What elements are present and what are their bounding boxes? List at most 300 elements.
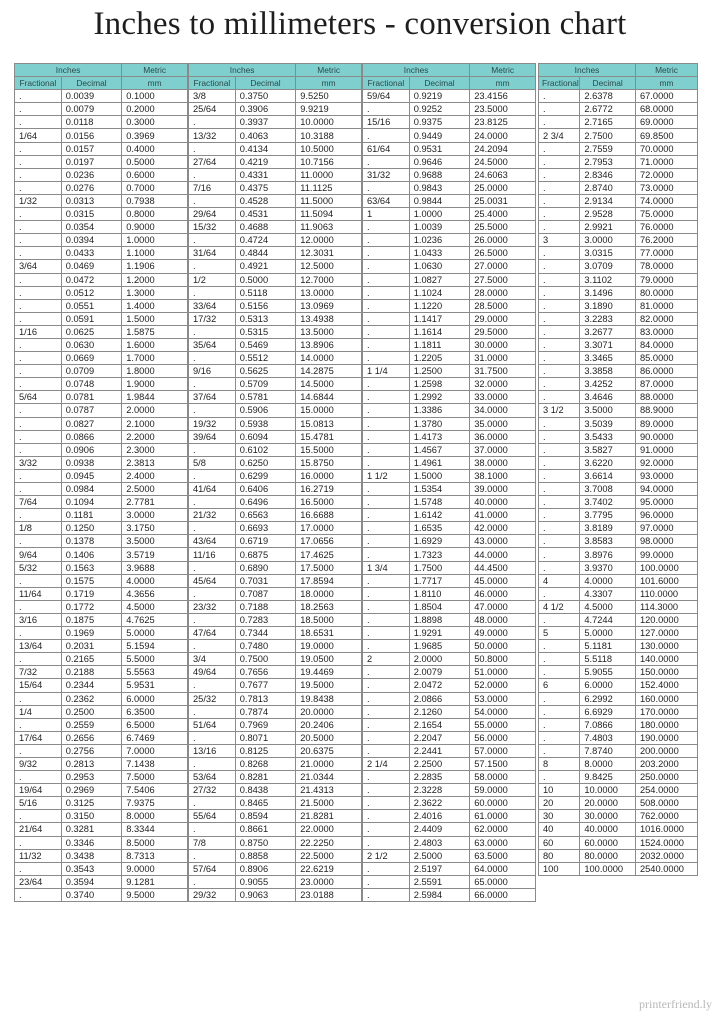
mm-cell: 4.0000 [122,574,188,587]
mm-cell: 7.5406 [122,784,188,797]
decimal-cell: 0.1250 [61,522,122,535]
mm-cell: 54.0000 [470,705,536,718]
fractional-cell: . [189,142,236,155]
table-row [189,744,362,757]
table-row [363,168,536,181]
decimal-cell: 0.8661 [235,823,296,836]
decimal-cell: 1.9291 [409,627,470,640]
fractional-cell: . [189,757,236,770]
header-fractional: Fractional [539,77,580,90]
decimal-cell: 2.7559 [580,142,636,155]
table-row [15,509,188,522]
decimal-cell: 7.0866 [580,718,636,731]
table-row [363,273,536,286]
mm-cell: 99.0000 [635,548,697,561]
table-row [539,260,698,273]
table-row [539,797,698,810]
mm-cell: 1.1906 [122,260,188,273]
mm-cell: 49.0000 [470,627,536,640]
mm-cell: 76.0000 [635,221,697,234]
table-row [189,234,362,247]
fractional-cell: 35/64 [189,338,236,351]
decimal-cell: 60.0000 [580,836,636,849]
fractional-cell: 19/32 [189,417,236,430]
table-row [15,836,188,849]
decimal-cell: 0.2756 [61,744,122,757]
mm-cell: 21.0344 [296,771,362,784]
decimal-cell: 1.4961 [409,456,470,469]
fractional-cell: . [363,836,410,849]
mm-cell: 62.0000 [470,823,536,836]
decimal-cell: 1.0827 [409,273,470,286]
mm-cell: 19.5000 [296,679,362,692]
fractional-cell: . [363,155,410,168]
fractional-cell: . [189,640,236,653]
decimal-cell: 3.0000 [580,234,636,247]
mm-cell: 6.7469 [122,731,188,744]
fractional-cell: . [15,208,62,221]
table-row [363,181,536,194]
table-row [539,247,698,260]
decimal-cell: 0.0197 [61,155,122,168]
fractional-cell: . [539,496,580,509]
decimal-cell: 0.0236 [61,168,122,181]
decimal-cell: 2.8740 [580,181,636,194]
table-row [363,574,536,587]
header-decimal: Decimal [235,77,296,90]
decimal-cell: 0.8858 [235,849,296,862]
table-row [363,627,536,640]
mm-cell: 5.9531 [122,679,188,692]
fractional-cell: . [15,430,62,443]
decimal-cell: 0.0984 [61,483,122,496]
fractional-cell: . [15,273,62,286]
decimal-cell: 5.9055 [580,666,636,679]
table-row [189,273,362,286]
mm-cell: 16.5000 [296,496,362,509]
table-row [539,142,698,155]
decimal-cell: 3.1102 [580,273,636,286]
mm-cell: 50.0000 [470,640,536,653]
table-row [15,705,188,718]
decimal-cell: 0.0433 [61,247,122,260]
decimal-cell: 6.2992 [580,692,636,705]
decimal-cell: 0.7480 [235,640,296,653]
mm-cell: 27.0000 [470,260,536,273]
table-row [363,587,536,600]
decimal-cell: 1.5000 [409,469,470,482]
mm-cell: 24.5000 [470,155,536,168]
fractional-cell: 1/8 [15,522,62,535]
table-row [539,155,698,168]
table-row [539,430,698,443]
fractional-cell: 5/16 [15,797,62,810]
fractional-cell: . [15,718,62,731]
fractional-cell: 80 [539,849,580,862]
fractional-cell: 7/16 [189,181,236,194]
decimal-cell: 1.8898 [409,613,470,626]
fractional-cell: 1/32 [15,194,62,207]
fractional-cell: . [15,378,62,391]
table-row [539,325,698,338]
mm-cell: 75.0000 [635,208,697,221]
mm-cell: 0.3000 [122,116,188,129]
fractional-cell: . [189,260,236,273]
mm-cell: 1.5875 [122,325,188,338]
table-row [189,771,362,784]
mm-cell: 1.1000 [122,247,188,260]
table-row [189,653,362,666]
mm-cell: 200.0000 [635,744,697,757]
decimal-cell: 0.1875 [61,613,122,626]
table-row [539,456,698,469]
decimal-cell: 1.0039 [409,221,470,234]
table-row [363,443,536,456]
mm-cell: 12.7000 [296,273,362,286]
table-row [363,430,536,443]
table-row [363,260,536,273]
mm-cell: 3.1750 [122,522,188,535]
decimal-cell: 0.7500 [235,653,296,666]
mm-cell: 74.0000 [635,194,697,207]
decimal-cell: 0.5906 [235,404,296,417]
decimal-cell: 0.5938 [235,417,296,430]
table-row [539,613,698,626]
table-row [15,731,188,744]
fractional-cell: 4 1/2 [539,600,580,613]
mm-cell: 1.5000 [122,312,188,325]
table-row [15,90,188,103]
table-row [189,404,362,417]
table-row [189,810,362,823]
decimal-cell: 0.7283 [235,613,296,626]
fractional-cell: 49/64 [189,666,236,679]
table-row [15,561,188,574]
mm-cell: 1.7000 [122,352,188,365]
table-row [363,535,536,548]
fractional-cell: . [539,286,580,299]
mm-cell: 6.0000 [122,692,188,705]
fractional-cell: . [363,862,410,875]
decimal-cell: 2.5000 [409,849,470,862]
fractional-cell: . [363,784,410,797]
table-row [15,483,188,496]
fractional-cell: . [15,116,62,129]
fractional-cell: . [15,653,62,666]
table-row [539,103,698,116]
mm-cell: 8.7313 [122,849,188,862]
fractional-cell: . [189,116,236,129]
fractional-cell: . [363,522,410,535]
mm-cell: 31.0000 [470,352,536,365]
header-mm: mm [470,77,536,90]
table-row [189,155,362,168]
decimal-cell: 2.0472 [409,679,470,692]
mm-cell: 1.4000 [122,299,188,312]
mm-cell: 37.0000 [470,443,536,456]
decimal-cell: 0.3281 [61,823,122,836]
decimal-cell: 0.1094 [61,496,122,509]
fractional-cell: 5/32 [15,561,62,574]
table-row [363,666,536,679]
table-row [189,116,362,129]
fractional-cell: . [539,548,580,561]
table-row [539,574,698,587]
decimal-cell: 0.5118 [235,286,296,299]
table-row [363,286,536,299]
table-row [15,312,188,325]
mm-cell: 19.8438 [296,692,362,705]
decimal-cell: 2.2047 [409,731,470,744]
table-row [539,273,698,286]
table-row [15,365,188,378]
decimal-cell: 0.9219 [409,90,470,103]
decimal-cell: 0.0866 [61,430,122,443]
fractional-cell: 2 1/2 [363,849,410,862]
table-row [189,299,362,312]
decimal-cell: 0.6250 [235,456,296,469]
mm-cell: 1016.0000 [635,823,697,836]
table-row [363,797,536,810]
decimal-cell: 0.9449 [409,129,470,142]
decimal-cell: 0.3346 [61,836,122,849]
fractional-cell: . [363,234,410,247]
fractional-cell: . [363,679,410,692]
fractional-cell: 30 [539,810,580,823]
mm-cell: 9.5000 [122,888,188,901]
decimal-cell: 0.9055 [235,875,296,888]
decimal-cell: 2.5984 [409,888,470,901]
table-row [363,757,536,770]
table-row [539,666,698,679]
header-column-row [363,77,536,90]
decimal-cell: 0.8071 [235,731,296,744]
table-row [539,338,698,351]
table-row [15,666,188,679]
header-fractional: Fractional [189,77,236,90]
mm-cell: 9.0000 [122,862,188,875]
fractional-cell: . [539,692,580,705]
decimal-cell: 0.4921 [235,260,296,273]
table-row [15,430,188,443]
fractional-cell: 53/64 [189,771,236,784]
table-row [539,90,698,103]
mm-cell: 8.0000 [122,810,188,823]
fractional-cell: . [363,404,410,417]
decimal-cell: 1.0433 [409,247,470,260]
table-row [539,757,698,770]
mm-cell: 0.4000 [122,142,188,155]
decimal-cell: 0.0709 [61,365,122,378]
fractional-cell: 51/64 [189,718,236,731]
table-row [189,365,362,378]
table-row [363,731,536,744]
decimal-cell: 0.7031 [235,574,296,587]
fractional-cell: 3/16 [15,613,62,626]
decimal-cell: 3.1890 [580,299,636,312]
fractional-cell: 25/64 [189,103,236,116]
decimal-cell: 0.3750 [235,90,296,103]
decimal-cell: 0.7969 [235,718,296,731]
fractional-cell: . [539,352,580,365]
decimal-cell: 0.0079 [61,103,122,116]
mm-cell: 23.8125 [470,116,536,129]
fractional-cell: . [15,312,62,325]
mm-cell: 2.7781 [122,496,188,509]
fractional-cell: . [363,391,410,404]
decimal-cell: 0.4724 [235,234,296,247]
mm-cell: 28.5000 [470,299,536,312]
decimal-cell: 2.7953 [580,155,636,168]
mm-cell: 45.0000 [470,574,536,587]
mm-cell: 2.4000 [122,469,188,482]
table-row [189,221,362,234]
table-row [15,443,188,456]
table-row [189,640,362,653]
decimal-cell: 3.3465 [580,352,636,365]
mm-cell: 0.6000 [122,168,188,181]
fractional-cell: . [363,312,410,325]
mm-cell: 13.4938 [296,312,362,325]
decimal-cell: 0.0354 [61,221,122,234]
mm-cell: 65.0000 [470,875,536,888]
fractional-cell: . [363,666,410,679]
fractional-cell: 33/64 [189,299,236,312]
table-row [15,404,188,417]
mm-cell: 11.5000 [296,194,362,207]
decimal-cell: 1.0000 [409,208,470,221]
table-row [363,548,536,561]
decimal-cell: 0.1378 [61,535,122,548]
mm-cell: 72.0000 [635,168,697,181]
fractional-cell: . [539,705,580,718]
mm-cell: 57.0000 [470,744,536,757]
mm-cell: 26.0000 [470,234,536,247]
mm-cell: 60.0000 [470,797,536,810]
fractional-cell: . [363,548,410,561]
table-row [363,836,536,849]
mm-cell: 120.0000 [635,613,697,626]
fractional-cell: . [363,810,410,823]
header-group-row [363,64,536,77]
table-row [539,116,698,129]
fractional-cell: 60 [539,836,580,849]
mm-cell: 23.0188 [296,888,362,901]
decimal-cell: 1.9685 [409,640,470,653]
table-row [539,299,698,312]
mm-cell: 13.0969 [296,299,362,312]
fractional-cell: . [15,744,62,757]
table-row [189,587,362,600]
mm-cell: 73.0000 [635,181,697,194]
mm-cell: 0.2000 [122,103,188,116]
mm-cell: 10.3188 [296,129,362,142]
fractional-cell: 47/64 [189,627,236,640]
fractional-cell: 100 [539,862,580,875]
mm-cell: 34.0000 [470,404,536,417]
decimal-cell: 0.1406 [61,548,122,561]
mm-cell: 21.8281 [296,810,362,823]
mm-cell: 1.9000 [122,378,188,391]
mm-cell: 7.9375 [122,797,188,810]
table-row [189,260,362,273]
decimal-cell: 0.9375 [409,116,470,129]
table-row [15,888,188,901]
mm-cell: 38.0000 [470,456,536,469]
decimal-cell: 0.0827 [61,417,122,430]
fractional-cell: . [539,181,580,194]
table-row [15,875,188,888]
mm-cell: 18.2563 [296,600,362,613]
mm-cell: 10.0000 [296,116,362,129]
mm-cell: 21.5000 [296,797,362,810]
mm-cell: 25.5000 [470,221,536,234]
header-inches: Inches [363,64,470,77]
decimal-cell: 0.7087 [235,587,296,600]
fractional-cell: 55/64 [189,810,236,823]
conversion-tables [14,63,698,963]
table-row [15,142,188,155]
header-metric: Metric [122,64,188,77]
decimal-cell: 0.4844 [235,247,296,260]
table-row [15,260,188,273]
fractional-cell: . [15,483,62,496]
mm-cell: 13.5000 [296,325,362,338]
fractional-cell: . [363,299,410,312]
fractional-cell: . [363,823,410,836]
mm-cell: 22.0000 [296,823,362,836]
mm-cell: 69.8500 [635,129,697,142]
decimal-cell: 3.8583 [580,535,636,548]
decimal-cell: 0.9688 [409,168,470,181]
decimal-cell: 0.9531 [409,142,470,155]
decimal-cell: 2.5591 [409,875,470,888]
mm-cell: 9.9219 [296,103,362,116]
header-inches: Inches [189,64,296,77]
mm-cell: 83.0000 [635,325,697,338]
fractional-cell: 11/64 [15,587,62,600]
mm-cell: 43.0000 [470,535,536,548]
table-row [189,836,362,849]
mm-cell: 14.6844 [296,391,362,404]
fractional-cell: 15/16 [363,116,410,129]
table-row [15,613,188,626]
fractional-cell: . [189,325,236,338]
decimal-cell: 0.6875 [235,548,296,561]
table-row [363,116,536,129]
fractional-cell: . [539,168,580,181]
table-row [539,208,698,221]
decimal-cell: 0.2969 [61,784,122,797]
table-row [363,378,536,391]
table-row [15,299,188,312]
fractional-cell: . [15,221,62,234]
decimal-cell: 5.0000 [580,627,636,640]
mm-cell: 17.5000 [296,561,362,574]
table-row [15,744,188,757]
mm-cell: 39.0000 [470,483,536,496]
fractional-cell: 3 [539,234,580,247]
mm-cell: 91.0000 [635,443,697,456]
mm-cell: 22.5000 [296,849,362,862]
mm-cell: 69.0000 [635,116,697,129]
decimal-cell: 0.4528 [235,194,296,207]
decimal-cell: 3.6614 [580,469,636,482]
fractional-cell: 45/64 [189,574,236,587]
decimal-cell: 0.7344 [235,627,296,640]
table-row [189,312,362,325]
table-row [189,352,362,365]
